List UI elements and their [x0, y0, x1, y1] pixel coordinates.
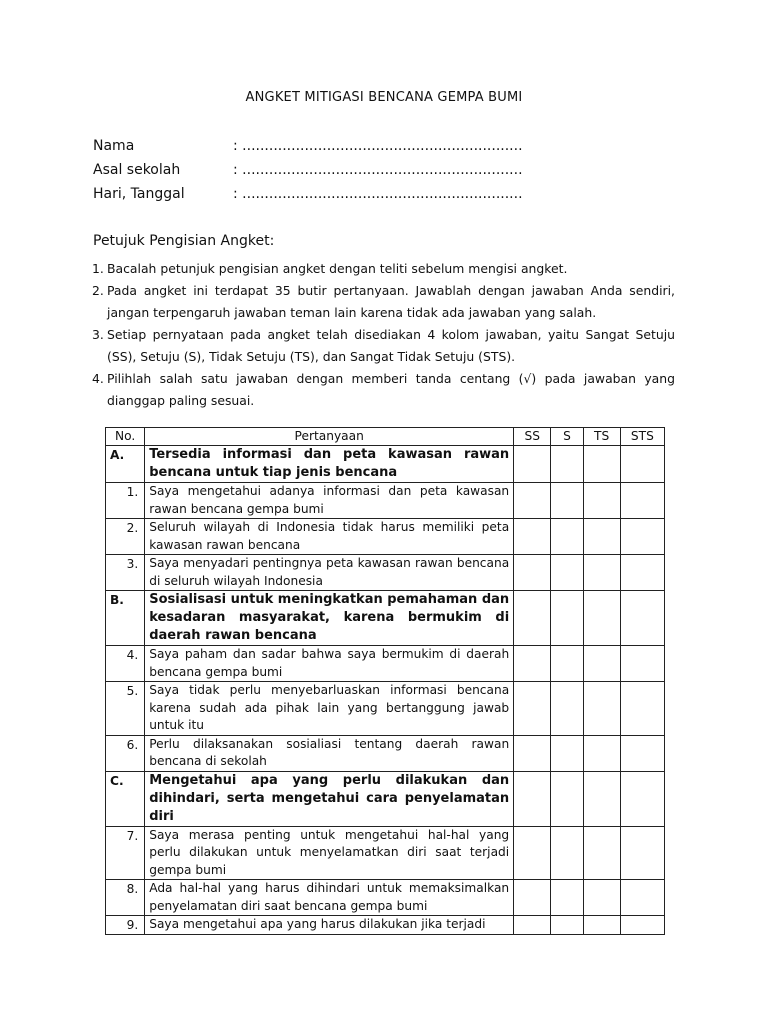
row-number: 4.	[106, 646, 145, 682]
instruction-item	[92, 324, 675, 368]
answer-cell-ss[interactable]	[514, 555, 551, 591]
table-category-row	[106, 591, 665, 646]
answer-cell-sts[interactable]	[620, 519, 664, 555]
answer-cell-ts[interactable]	[583, 519, 620, 555]
table-row	[106, 880, 665, 916]
answer-cell-sts[interactable]	[620, 682, 664, 736]
instructions-title: Petujuk Pengisian Angket:	[93, 233, 275, 249]
row-number: 7.	[106, 826, 145, 880]
field-value[interactable]: : ...............................................................	[233, 138, 523, 154]
question-text: Saya mengetahui apa yang harus dilakukan jika terjadi	[145, 916, 514, 935]
answer-cell-sts[interactable]	[620, 555, 664, 591]
category-text: Sosialisasi untuk meningkatkan pemahaman dan kesadaran masyarakat, karena bermukim di daerah rawan bencana	[145, 591, 514, 646]
answer-cell-ts[interactable]	[583, 555, 620, 591]
table-row	[106, 483, 665, 519]
field-name[interactable]	[93, 136, 523, 160]
answer-cell-sts[interactable]	[620, 735, 664, 771]
table-category-row	[106, 771, 665, 826]
field-school[interactable]	[93, 160, 523, 184]
instruction-item	[92, 258, 675, 280]
answer-cell-sts[interactable]	[620, 826, 664, 880]
answer-cell-ss	[514, 591, 551, 646]
answer-cell-s	[551, 446, 583, 483]
question-text: Saya paham dan sadar bahwa saya bermukim di daerah bencana gempa bumi	[145, 646, 514, 682]
instruction-text: Bacalah petunjuk pengisian angket dengan teliti sebelum mengisi angket.	[107, 261, 568, 276]
row-number: 1.	[106, 483, 145, 519]
field-label: Nama	[93, 138, 135, 154]
table-header-row	[106, 428, 665, 446]
instruction-text: Pada angket ini terdapat 35 butir pertanyaan. Jawablah dengan jawaban Anda sendiri, jangan terpengaruh jawaban teman lain karena tidak ada jawaban yang salah.	[107, 283, 675, 320]
row-number: 5.	[106, 682, 145, 736]
answer-cell-ts	[583, 591, 620, 646]
header-no: No.	[106, 428, 145, 446]
header-ss: SS	[514, 428, 551, 446]
question-text: Ada hal-hal yang harus dihindari untuk memaksimalkan penyelamatan diri saat bencana gempa bumi	[145, 880, 514, 916]
row-number: 6.	[106, 735, 145, 771]
question-text: Saya mengetahui adanya informasi dan peta kawasan rawan bencana gempa bumi	[145, 483, 514, 519]
field-value[interactable]: : ...............................................................	[233, 162, 523, 178]
answer-cell-ss[interactable]	[514, 735, 551, 771]
answer-cell-ss[interactable]	[514, 826, 551, 880]
answer-cell-s[interactable]	[551, 826, 583, 880]
row-number: C.	[106, 771, 145, 826]
row-number: A.	[106, 446, 145, 483]
answer-cell-ss[interactable]	[514, 519, 551, 555]
answer-cell-ts[interactable]	[583, 826, 620, 880]
instruction-text: Setiap pernyataan pada angket telah disediakan 4 kolom jawaban, yaitu Sangat Setuju (SS), Setuju (S), Tidak Setuju (TS), dan Sangat Tidak Setuju (STS).	[107, 327, 675, 364]
answer-cell-ss[interactable]	[514, 646, 551, 682]
answer-cell-ss	[514, 771, 551, 826]
instruction-number: 4.	[92, 371, 104, 386]
instructions-list	[92, 258, 675, 412]
answer-cell-ts	[583, 446, 620, 483]
instruction-item	[92, 368, 675, 412]
question-text: Saya tidak perlu menyebarluaskan informasi bencana karena sudah ada pihak lain yang bertanggung jawab untuk itu	[145, 682, 514, 736]
answer-cell-sts[interactable]	[620, 880, 664, 916]
answer-cell-s[interactable]	[551, 555, 583, 591]
category-text: Mengetahui apa yang perlu dilakukan dan dihindari, serta mengetahui cara penyelamatan diri	[145, 771, 514, 826]
question-text: Seluruh wilayah di Indonesia tidak harus memiliki peta kawasan rawan bencana	[145, 519, 514, 555]
answer-cell-ts[interactable]	[583, 916, 620, 935]
answer-cell-sts[interactable]	[620, 916, 664, 935]
answer-cell-sts[interactable]	[620, 646, 664, 682]
field-date[interactable]	[93, 184, 523, 208]
answer-cell-s	[551, 591, 583, 646]
category-text: Tersedia informasi dan peta kawasan rawan bencana untuk tiap jenis bencana	[145, 446, 514, 483]
header-question: Pertanyaan	[145, 428, 514, 446]
answer-cell-sts	[620, 771, 664, 826]
question-text: Saya menyadari pentingnya peta kawasan rawan bencana di seluruh wilayah Indonesia	[145, 555, 514, 591]
instruction-item	[92, 280, 675, 324]
answer-cell-s[interactable]	[551, 735, 583, 771]
table-row	[106, 555, 665, 591]
question-text: Saya merasa penting untuk mengetahui hal-hal yang perlu dilakukan untuk menyelamatkan diri saat terjadi gempa bumi	[145, 826, 514, 880]
field-value[interactable]: : ...............................................................	[233, 186, 523, 202]
instruction-number: 2.	[92, 283, 104, 298]
table-row	[106, 735, 665, 771]
answer-cell-ss[interactable]	[514, 682, 551, 736]
instruction-number: 3.	[92, 327, 104, 342]
field-label: Hari, Tanggal	[93, 186, 185, 202]
answer-cell-ts[interactable]	[583, 682, 620, 736]
table-body	[106, 446, 665, 935]
answer-cell-ss[interactable]	[514, 483, 551, 519]
table-category-row	[106, 446, 665, 483]
page-title: ANGKET MITIGASI BENCANA GEMPA BUMI	[245, 90, 523, 105]
header-ts: TS	[583, 428, 620, 446]
answer-cell-ss	[514, 446, 551, 483]
field-label: Asal sekolah	[93, 162, 181, 178]
table-row	[106, 646, 665, 682]
table-row	[106, 826, 665, 880]
answer-cell-ts[interactable]	[583, 880, 620, 916]
instruction-number: 1.	[92, 261, 104, 276]
answer-cell-sts	[620, 446, 664, 483]
answer-cell-ts[interactable]	[583, 646, 620, 682]
answer-cell-s[interactable]	[551, 682, 583, 736]
answer-cell-ts	[583, 771, 620, 826]
answer-cell-sts[interactable]	[620, 483, 664, 519]
question-text: Perlu dilaksanakan sosialiasi tentang daerah rawan bencana di sekolah	[145, 735, 514, 771]
instruction-text: Pilihlah salah satu jawaban dengan memberi tanda centang (√) pada jawaban yang dianggap paling sesuai.	[107, 371, 675, 408]
answer-cell-ts[interactable]	[583, 735, 620, 771]
questionnaire-table-wrap	[105, 427, 665, 935]
row-number: 9.	[106, 916, 145, 935]
questionnaire-table	[105, 427, 665, 935]
row-number: 8.	[106, 880, 145, 916]
answer-cell-s[interactable]	[551, 483, 583, 519]
header-s: S	[551, 428, 583, 446]
table-row	[106, 519, 665, 555]
answer-cell-ss[interactable]	[514, 880, 551, 916]
row-number: B.	[106, 591, 145, 646]
answer-cell-s[interactable]	[551, 916, 583, 935]
table-row	[106, 682, 665, 736]
answer-cell-ss[interactable]	[514, 916, 551, 935]
table-row	[106, 916, 665, 935]
row-number: 3.	[106, 555, 145, 591]
identity-fields	[93, 136, 523, 208]
answer-cell-sts	[620, 591, 664, 646]
answer-cell-ts[interactable]	[583, 483, 620, 519]
row-number: 2.	[106, 519, 145, 555]
answer-cell-s	[551, 771, 583, 826]
answer-cell-s[interactable]	[551, 646, 583, 682]
answer-cell-s[interactable]	[551, 880, 583, 916]
answer-cell-s[interactable]	[551, 519, 583, 555]
header-sts: STS	[620, 428, 664, 446]
